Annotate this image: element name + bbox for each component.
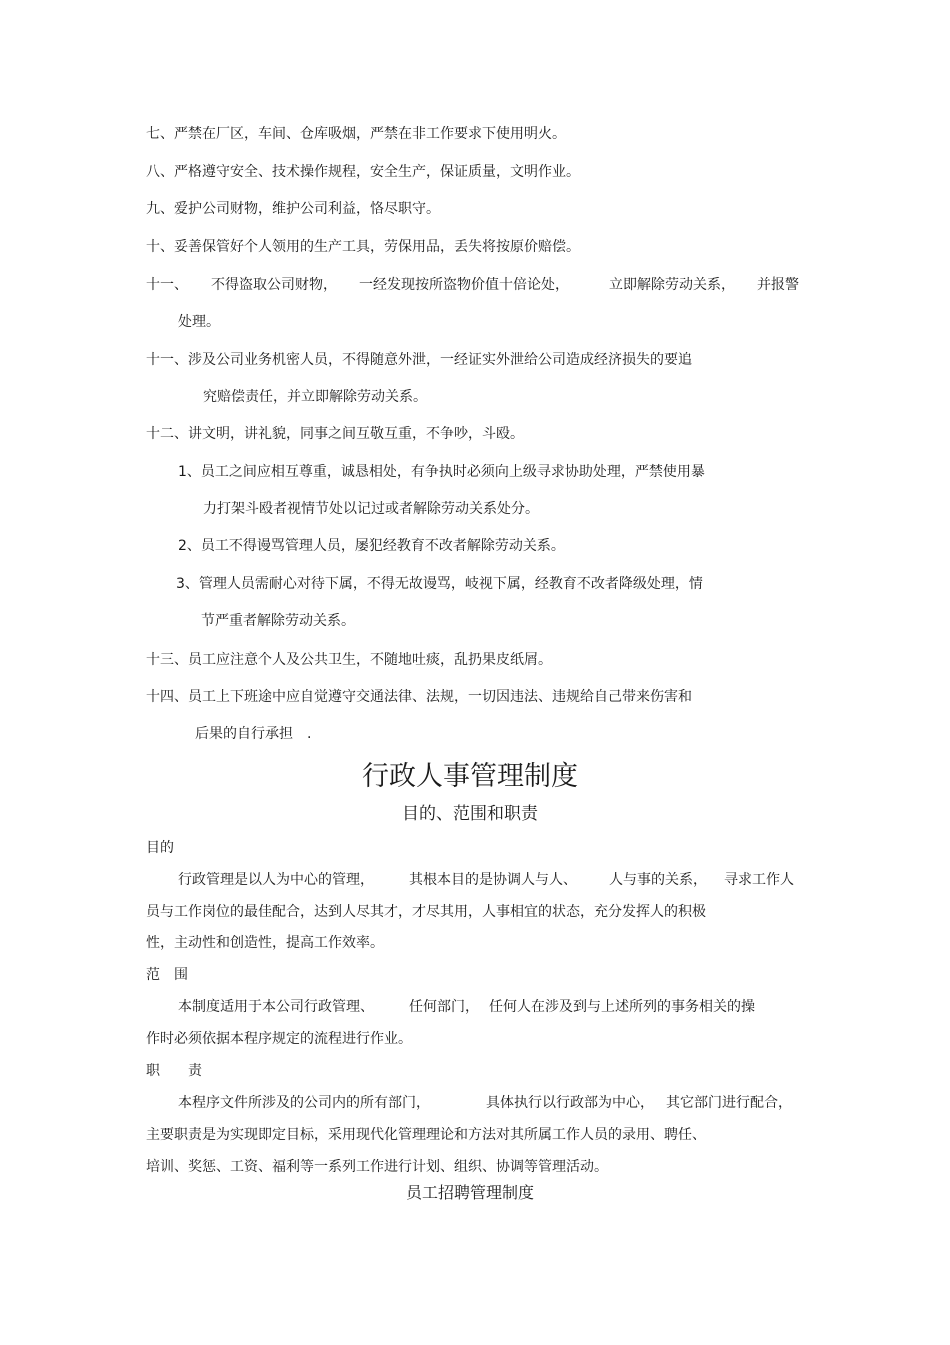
next-section-title: 员工招聘管理制度 [405,1183,534,1202]
duty-line-1a: 本程序文件所涉及的公司内的所有部门， [178,1095,430,1111]
rule-11a-continuation: 处理。 [178,314,220,330]
rule-14-continuation: 后果的自行承担 . [195,726,312,742]
purpose-heading: 目的 [146,840,174,856]
purpose-line-3: 性，主动性和创造性，提高工作效率。 [146,935,384,951]
rule-11b: 十一、涉及公司业务机密人员，不得随意外泄，一经证实外泄给公司造成经济损失的要追 [146,352,692,368]
scope-line-1b: 任何部门， [409,999,479,1015]
rule-9: 九、爱护公司财物，维护公司利益，恪尽职守。 [146,201,440,217]
purpose-line-1b: 其根本目的是协调人与人、 [409,872,577,888]
rule-14: 十四、员工上下班途中应自觉遵守交通法律、法规，一切因违法、违规给自己带来伤害和 [146,689,692,705]
rule-12-item-1-continuation: 力打架斗殴者视情节处以记过或者解除劳动关系处分。 [203,501,539,517]
duty-heading: 职 责 [146,1063,202,1079]
rule-12-item-1: 1、员工之间应相互尊重，诚恳相处，有争执时必须向上级寻求协助处理，严禁使用暴 [178,464,705,480]
purpose-line-2: 员与工作岗位的最佳配合，达到人尽其才，才尽其用，人事相宜的状态，充分发挥人的积极 [146,904,706,920]
rule-12-item-2: 2、员工不得谩骂管理人员，屡犯经教育不改者解除劳动关系。 [178,538,565,554]
rule-7: 七、严禁在厂区，车间、仓库吸烟，严禁在非工作要求下使用明火。 [146,126,566,142]
purpose-line-1c: 人与事的关系， [609,872,707,888]
rule-8: 八、严格遵守安全、技术操作规程，安全生产，保证质量，文明作业。 [146,164,580,180]
rule-10: 十、妥善保管好个人领用的生产工具，劳保用品，丢失将按原价赔偿。 [146,239,580,255]
scope-line-1a: 本制度适用于本公司行政管理、 [178,999,374,1015]
rule-12-item-3-continuation: 节严重者解除劳动关系。 [201,613,355,629]
scope-heading: 范 围 [146,967,188,983]
section-subtitle: 目的、范围和职责 [402,804,538,824]
scope-line-1c: 任何人在涉及到与上述所列的事务相关的操 [489,999,755,1015]
rule-12-item-3: 3、管理人员需耐心对待下属，不得无故谩骂，岐视下属，经教育不改者降级处理，情 [176,576,703,592]
purpose-line-1d: 寻求工作人 [724,872,794,888]
rule-11a-part2: 一经发现按所盗物价值十倍论处， [359,277,569,293]
duty-line-1b: 具体执行以行政部为中心， [486,1095,654,1111]
section-title: 行政人事管理制度 [362,761,578,792]
rule-12: 十二、讲文明，讲礼貌，同事之间互敬互重，不争吵，斗殴。 [146,426,524,442]
rule-11a-part4: 并报警 [757,277,799,293]
duty-line-3: 培训、奖惩、工资、福利等一系列工作进行计划、组织、协调等管理活动。 [146,1159,608,1175]
duty-line-1c: 其它部门进行配合， [666,1095,792,1111]
scope-line-2: 作时必须依据本程序规定的流程进行作业。 [146,1031,412,1047]
rule-13: 十三、员工应注意个人及公共卫生，不随地吐痰，乱扔果皮纸屑。 [146,652,552,668]
rule-11b-continuation: 究赔偿责任，并立即解除劳动关系。 [203,389,427,405]
rule-11a-part1: 不得盗取公司财物， [211,277,337,293]
rule-11a-part3: 立即解除劳动关系， [609,277,735,293]
purpose-line-1a: 行政管理是以人为中心的管理， [178,872,374,888]
duty-line-2: 主要职责是为实现即定目标，采用现代化管理理论和方法对其所属工作人员的录用、聘任、 [146,1127,706,1143]
rule-11a-number: 十一、 [146,277,188,293]
